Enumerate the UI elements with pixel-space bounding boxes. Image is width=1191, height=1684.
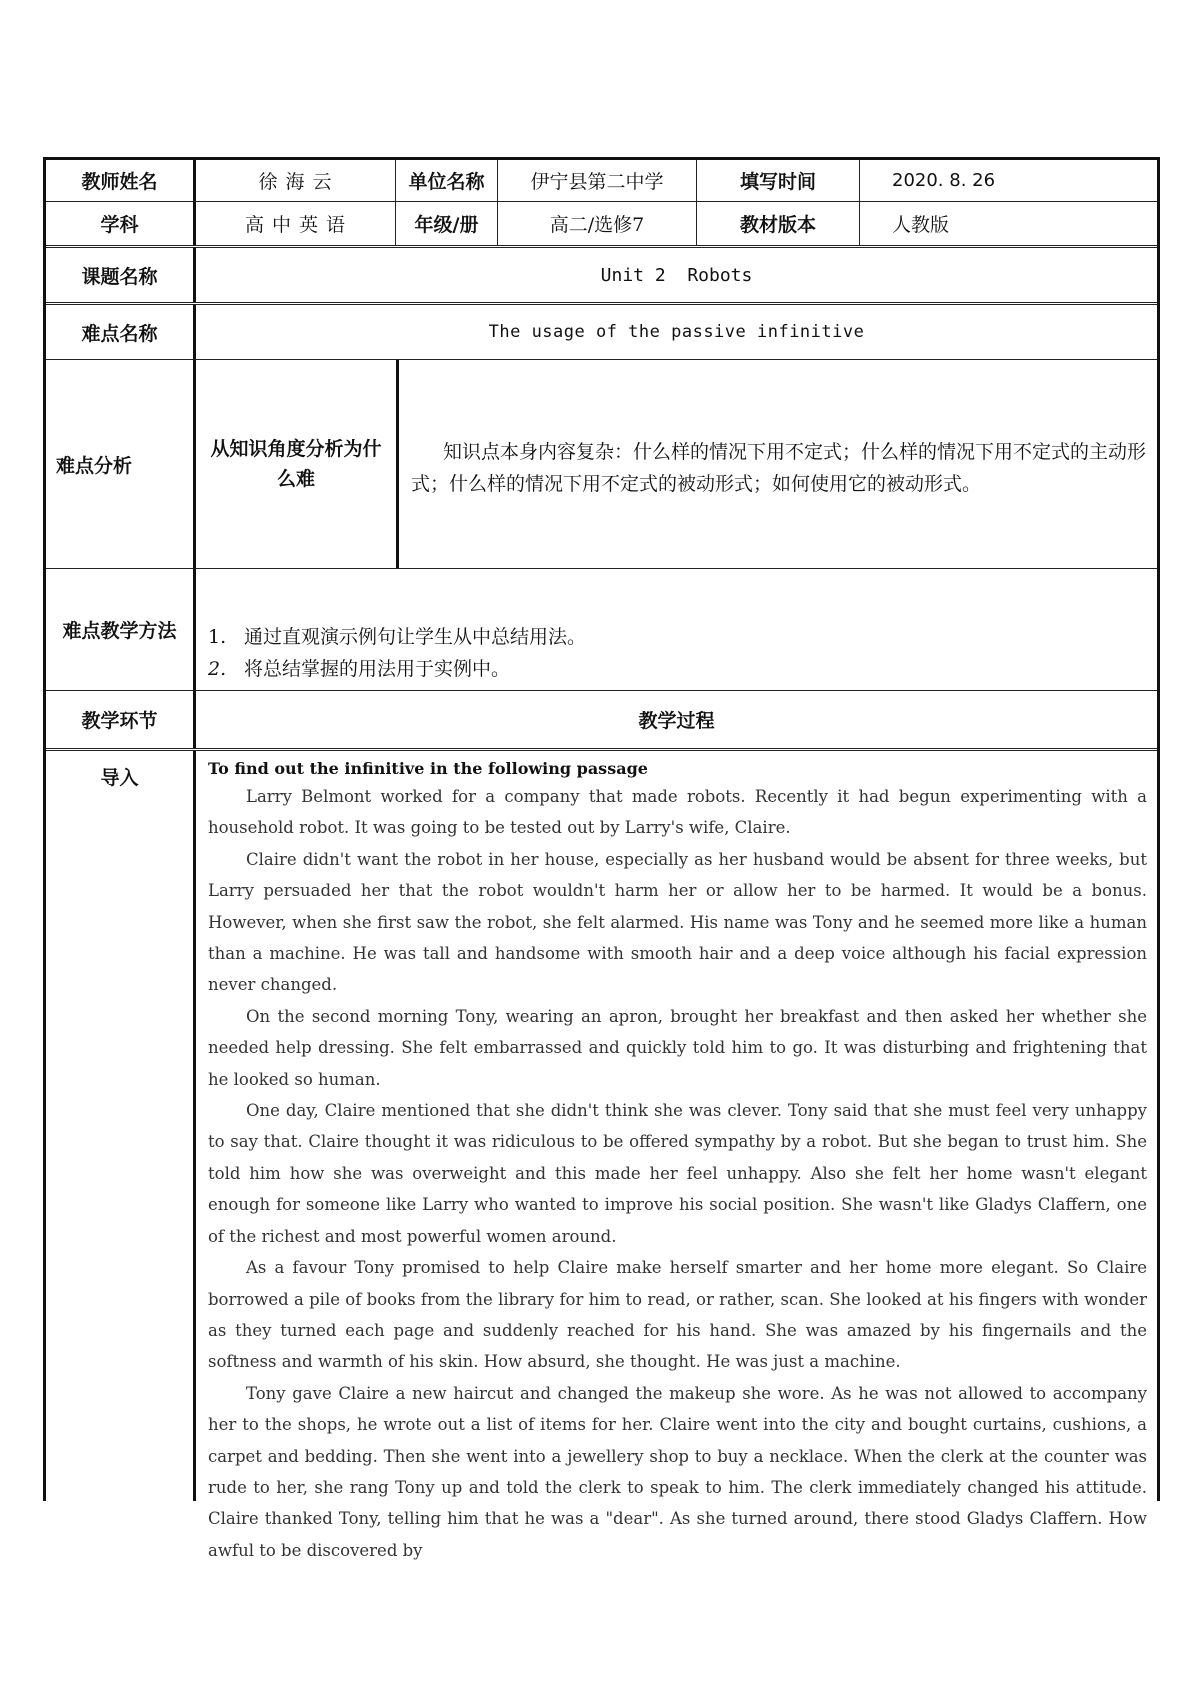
unit-value: 伊宁县第二中学 bbox=[498, 160, 697, 201]
process-title: 教学过程 bbox=[638, 710, 715, 732]
difficulty-label: 难点名称 bbox=[46, 305, 196, 359]
method-item bbox=[208, 621, 1147, 653]
passage-paragraph: Larry Belmont worked for a company that made robots. Recently it had begun experimenting with a household robot. It was going to be tested out by Larry's wife, Claire. bbox=[208, 787, 1147, 838]
process-stage-label: 教学环节 bbox=[46, 691, 196, 748]
method-row bbox=[46, 569, 1157, 691]
analysis-label: 难点分析 bbox=[46, 360, 196, 568]
topic-value: Unit 2 Robots bbox=[600, 264, 753, 286]
passage-paragraph: As a favour Tony promised to help Claire make herself smarter and her home more elegant. So Claire borrowed a pile of books from the library for him to read, or rather, scan. She looked at his fingers with wonder as they turned each page and suddenly reached for his hand. She was amazed by his fingernails and the softness and warmth of his skin. How absurd, she thought. He was just a machine. bbox=[208, 1258, 1147, 1372]
edition-label: 教材版本 bbox=[697, 202, 860, 245]
method-label: 难点教学方法 bbox=[46, 569, 196, 690]
subject-value: 高 中 英 语 bbox=[196, 202, 396, 245]
difficulty-row bbox=[46, 305, 1157, 360]
lesson-plan-table bbox=[43, 157, 1160, 1560]
header-row-1 bbox=[46, 160, 1157, 202]
teacher-value: 徐 海 云 bbox=[196, 160, 396, 201]
method-item-num: 2. bbox=[208, 658, 227, 680]
method-item bbox=[208, 653, 1147, 685]
edition-value: 人教版 bbox=[892, 214, 950, 236]
topic-label: 课题名称 bbox=[46, 248, 196, 302]
grade-value: 高二/选修7 bbox=[498, 202, 697, 245]
intro-row bbox=[46, 751, 1157, 1560]
analysis-sub-label: 从知识角度分析为什么难 bbox=[196, 360, 399, 568]
difficulty-value: The usage of the passive infinitive bbox=[488, 322, 865, 342]
unit-label: 单位名称 bbox=[396, 160, 498, 201]
subject-label: 学科 bbox=[46, 202, 196, 245]
fill-time-value: 2020. 8. 26 bbox=[892, 170, 996, 191]
method-list bbox=[196, 569, 1157, 690]
analysis-text: 知识点本身内容复杂：什么样的情况下用不定式；什么样的情况下用不定式的主动形式；什么样的情况下用不定式的被动形式；如何使用它的被动形式。 bbox=[411, 441, 1147, 495]
passage-paragraph: One day, Claire mentioned that she didn't think she was clever. Tony said that she must feel very unhappy to say that. Claire thought it was ridiculous to be offered sympathy by a robot. But she began to trust him. She told him how she was overweight and this made her feel unhappy. Also she felt her home wasn't elegant enough for someone like Larry who wanted to improve his social position. She wasn't like Gladys Claffern, one of the richest and most powerful women around. bbox=[208, 1101, 1147, 1246]
method-item-text: 将总结掌握的用法用于实例中。 bbox=[244, 658, 511, 680]
analysis-row bbox=[46, 360, 1157, 569]
passage-paragraph: Tony gave Claire a new haircut and changed the makeup she wore. As he was not allowed to accompany her to the shops, he wrote out a list of items for her. Claire went into the city and bought curtains, cushions, a carpet and bedding. Then she went into a jewellery shop to buy a necklace. When the clerk at the counter was rude to her, she rang Tony up and told the clerk to speak to him. The clerk immediately changed his attitude. Claire thanked Tony, telling him that he was a "dear". As she turned around, there stood Gladys Claffern. How awful to be discovered by bbox=[208, 1383, 1147, 1560]
teacher-label: 教师姓名 bbox=[46, 160, 196, 201]
passage-title: To find out the infinitive in the following passage bbox=[208, 759, 648, 778]
topic-row bbox=[46, 248, 1157, 305]
passage-paragraph: Claire didn't want the robot in her house, especially as her husband would be absent for three weeks, but Larry persuaded her that the robot wouldn't harm her or allow her to be harmed. It would be a bonus. However, when she first saw the robot, she felt alarmed. His name was Tony and he seemed more like a human than a machine. He was tall and handsome with smooth hair and a deep voice although his facial expression never changed. bbox=[208, 849, 1147, 995]
fill-time-label: 填写时间 bbox=[697, 160, 860, 201]
header-row-2 bbox=[46, 202, 1157, 248]
method-item-text: 通过直观演示例句让学生从中总结用法。 bbox=[244, 626, 587, 648]
intro-passage bbox=[196, 751, 1157, 1560]
passage-paragraph: On the second morning Tony, wearing an apron, brought her breakfast and then asked her whether she needed help dressing. She felt embarrassed and quickly told him to go. It was disturbing and frightening that he looked so human. bbox=[208, 1006, 1147, 1089]
grade-label: 年级/册 bbox=[396, 202, 498, 245]
process-header-row bbox=[46, 691, 1157, 751]
intro-label: 导入 bbox=[46, 751, 196, 1501]
method-item-num: 1. bbox=[208, 626, 227, 648]
